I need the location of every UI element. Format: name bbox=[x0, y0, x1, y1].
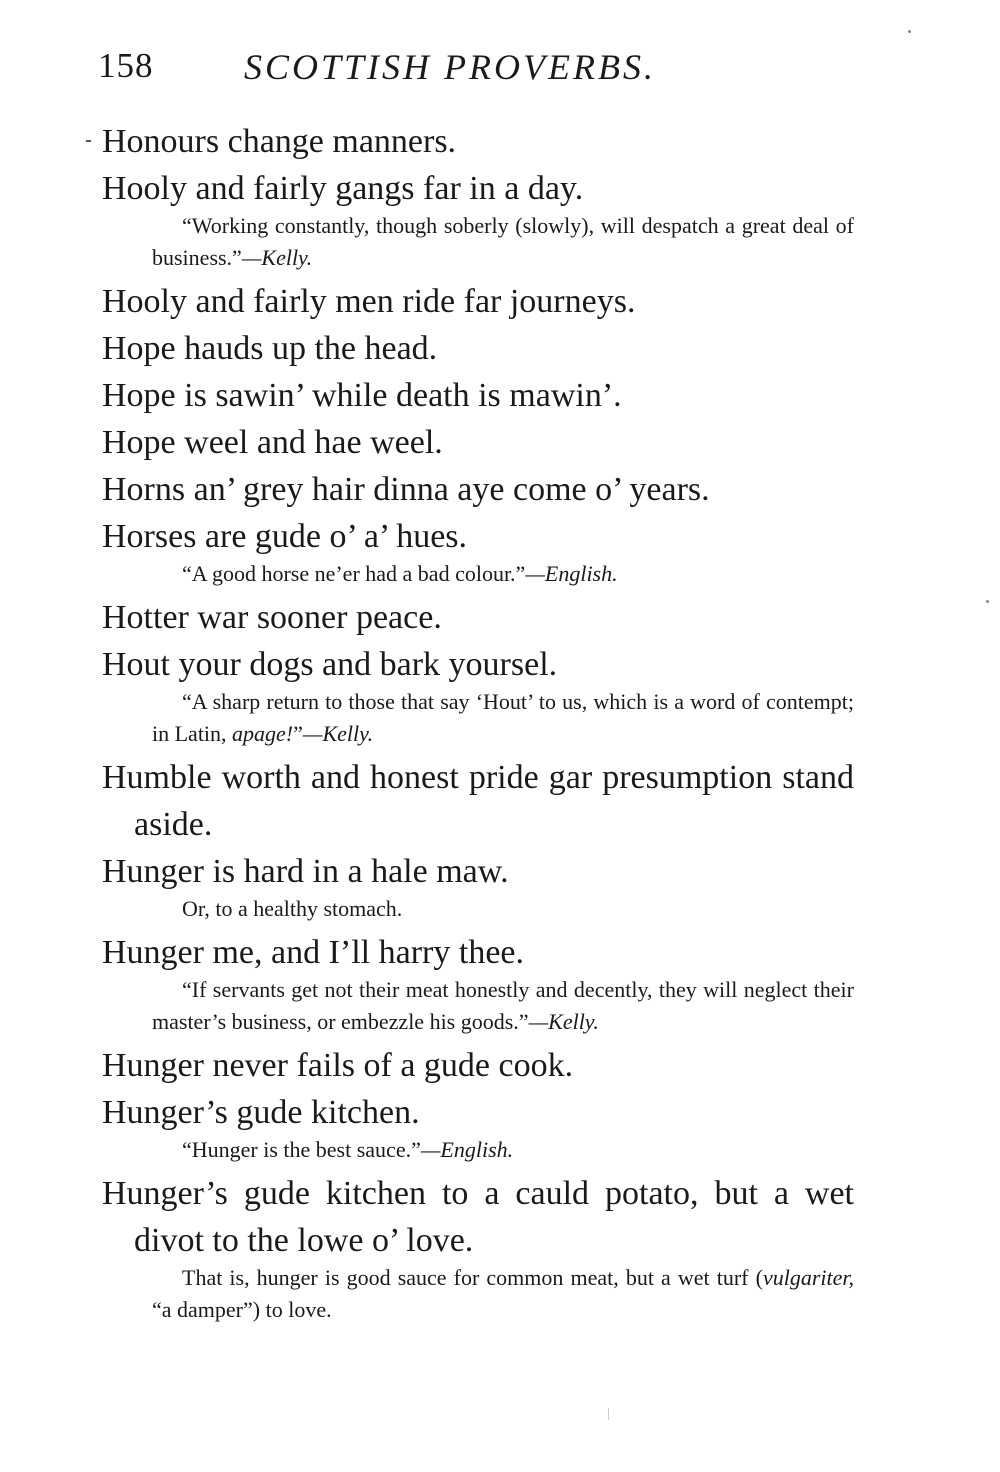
proverb-entry bbox=[102, 513, 854, 590]
proverb-entry bbox=[102, 1170, 854, 1326]
note-source: —English. bbox=[420, 1137, 514, 1162]
proverb-text: Hooly and fairly gangs far in a day. bbox=[102, 170, 584, 207]
proverb-text: Hope weel and hae weel. bbox=[102, 424, 443, 461]
proverb-text: Hunger me, and I’ll harry thee. bbox=[102, 934, 524, 971]
note-text: “A good horse ne’er had a bad colour.” bbox=[182, 561, 526, 586]
note-text: “A sharp return to those that say ‘Hout’ to us, which is a word of contempt; in Latin, bbox=[152, 689, 854, 746]
proverb-note bbox=[182, 558, 854, 590]
scan-speck bbox=[986, 600, 989, 603]
note-latin: vulgariter, bbox=[762, 1265, 854, 1290]
proverb-note bbox=[152, 1262, 854, 1326]
proverb-text: Hotter war sooner peace. bbox=[102, 599, 442, 636]
proverb-note bbox=[152, 974, 854, 1038]
scan-speck bbox=[908, 30, 911, 33]
proverb-note bbox=[152, 210, 854, 274]
note-source: —Kelly. bbox=[241, 245, 313, 270]
note-source: —English. bbox=[525, 561, 618, 586]
proverb-text: Hout your dogs and bark yoursel. bbox=[102, 646, 558, 683]
proverb-entry bbox=[102, 466, 854, 513]
proverb-text: Humble worth and honest pride gar presumption stand aside. bbox=[102, 759, 854, 843]
proverb-note bbox=[182, 1134, 854, 1166]
proverb-entry bbox=[102, 372, 854, 419]
note-tail: “a damper”) to love. bbox=[152, 1297, 332, 1322]
proverb-entry bbox=[102, 278, 854, 325]
note-source: —Kelly. bbox=[302, 721, 374, 746]
note-text: “If servants get not their meat honestly and decently, they will neglect their master’s business, or embezzle his goods.” bbox=[152, 977, 854, 1034]
proverb-text: Hope hauds up the head. bbox=[102, 330, 438, 367]
note-text: “Hunger is the best sauce.” bbox=[182, 1137, 421, 1162]
page-number: 158 bbox=[98, 46, 154, 85]
proverb-text: Hunger’s gude kitchen. bbox=[102, 1094, 420, 1131]
proverb-text: Honours change manners. bbox=[102, 123, 457, 160]
note-text: “Working constantly, though soberly (slowly), will despatch a great deal of business.” bbox=[152, 213, 854, 270]
proverb-entry bbox=[102, 929, 854, 1038]
scan-mark bbox=[608, 1408, 609, 1420]
proverb-entry bbox=[102, 325, 854, 372]
margin-mark bbox=[86, 140, 91, 142]
running-title: SCOTTISH PROVERBS. bbox=[244, 47, 656, 87]
proverb-entry bbox=[102, 419, 854, 466]
note-source: —Kelly. bbox=[528, 1009, 599, 1034]
proverb-entry bbox=[102, 1089, 854, 1166]
proverb-entry bbox=[102, 594, 854, 641]
note-latin: apage! bbox=[232, 721, 294, 746]
note-text: Or, to a healthy stomach. bbox=[182, 896, 403, 921]
note-text: That is, hunger is good sauce for common meat, but a wet turf ( bbox=[182, 1265, 763, 1290]
proverb-text: Hunger never fails of a gude cook. bbox=[102, 1047, 574, 1084]
proverb-note bbox=[182, 893, 854, 925]
proverb-text: Horns an’ grey hair dinna aye come o’ years. bbox=[102, 471, 710, 508]
proverb-note bbox=[152, 686, 854, 750]
proverb-entry bbox=[102, 118, 854, 165]
proverb-entry bbox=[102, 641, 854, 750]
proverb-entry bbox=[102, 848, 854, 925]
proverb-entry bbox=[102, 165, 854, 274]
note-tail: ” bbox=[293, 721, 303, 746]
proverb-text: Hunger is hard in a hale maw. bbox=[102, 853, 509, 890]
proverb-text: Hunger’s gude kitchen to a cauld potato, but a wet divot to the lowe o’ love. bbox=[102, 1175, 854, 1259]
proverb-text: Hooly and fairly men ride far journeys. bbox=[102, 283, 636, 320]
proverb-text: Horses are gude o’ a’ hues. bbox=[102, 518, 468, 555]
proverb-text: Hope is sawin’ while death is mawin’. bbox=[102, 377, 622, 414]
proverb-entry bbox=[102, 754, 854, 848]
proverb-entry bbox=[102, 1042, 854, 1089]
proverb-list bbox=[102, 118, 854, 1330]
